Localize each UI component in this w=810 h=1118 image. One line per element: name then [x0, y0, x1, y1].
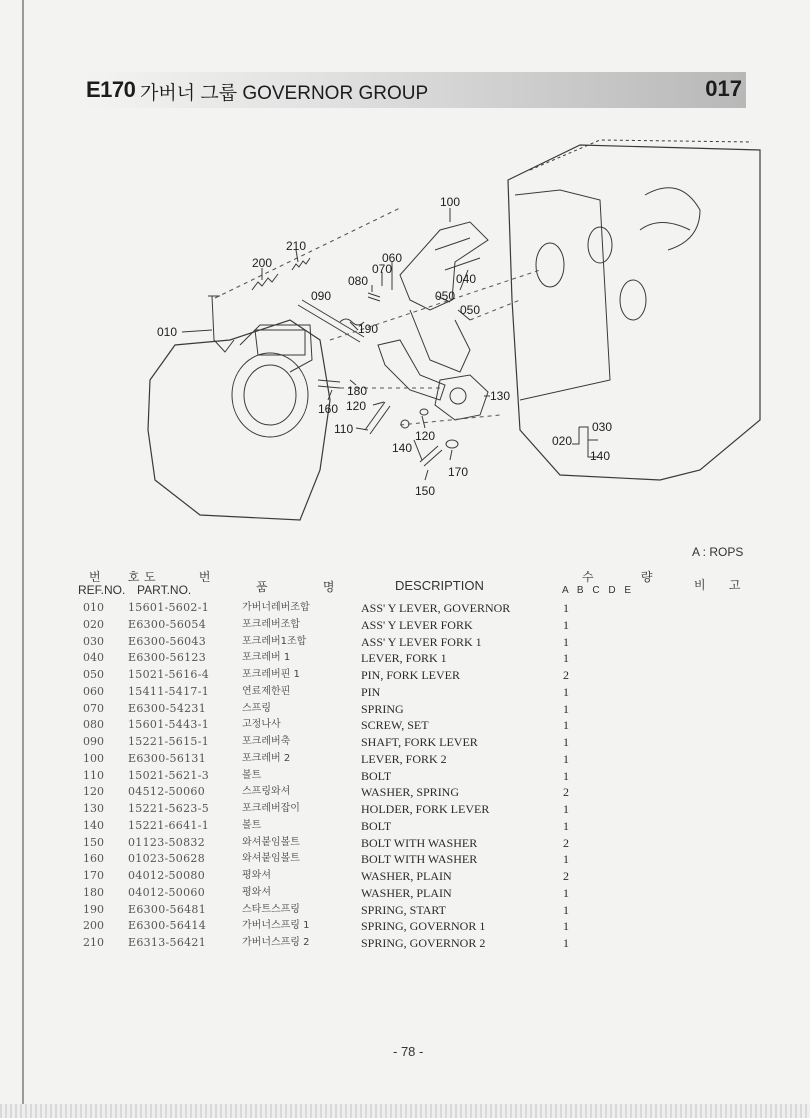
callout-140a: 140 [392, 441, 413, 455]
quantity-cell: 1 [563, 684, 569, 699]
part-name-header-ko: 품 명 [256, 580, 361, 594]
quantity-cell: 1 [563, 768, 569, 783]
part-no-cell: 15601-5443-1 [128, 718, 210, 732]
table-row [80, 634, 580, 651]
part-name-ko-cell: 고정나사 [242, 719, 281, 731]
description-cell: ASS' Y LEVER FORK 1 [361, 634, 482, 649]
ref-no-cell: 080 [83, 718, 104, 732]
description-cell: WASHER, PLAIN [361, 869, 452, 883]
table-row [80, 717, 580, 734]
description-cell: LEVER, FORK 1 [361, 651, 447, 666]
part-no-header-ko: 도 번 [144, 570, 231, 584]
quantity-cell: 1 [563, 617, 569, 632]
callout-010: 010 [157, 325, 178, 339]
quantity-cell: 1 [563, 802, 569, 816]
parts-list [80, 600, 580, 952]
scan-edge-strip [0, 1104, 810, 1118]
description-cell: WASHER, PLAIN [361, 885, 452, 900]
quantity-cell: 1 [563, 936, 569, 950]
callout-120b: 120 [415, 429, 436, 443]
description-cell: BOLT [361, 768, 392, 783]
description-cell: PIN, FORK LEVER [361, 668, 461, 682]
quantity-cell: 2 [563, 785, 569, 800]
ref-no-cell: 150 [83, 835, 104, 849]
part-name-ko-cell: 포크레버조합 [242, 618, 300, 630]
quantity-cell: 1 [563, 735, 569, 749]
quantity-cell: 1 [563, 919, 569, 934]
page-number: - 78 - [393, 1044, 424, 1059]
ref-no-cell: 070 [83, 701, 104, 715]
part-no-cell: 01123-50832 [128, 835, 206, 849]
quantity-cell: 2 [563, 835, 569, 850]
part-name-ko-cell: 평와셔 [242, 886, 271, 898]
callout-040: 040 [456, 272, 477, 286]
part-name-ko-cell: 포크레버핀 1 [242, 669, 300, 680]
callout-110: 110 [334, 422, 354, 436]
quantity-cell: 1 [563, 634, 569, 649]
part-name-ko-cell: 가버너레버조합 [242, 602, 310, 613]
description-header: DESCRIPTION [395, 578, 484, 593]
description-cell: ASS' Y LEVER, GOVERNOR [361, 601, 511, 615]
quantity-cell: 1 [563, 818, 569, 833]
ref-no-cell: 020 [83, 617, 104, 631]
ref-no-cell: 170 [83, 869, 104, 882]
ref-no-cell: 200 [83, 919, 104, 933]
part-no-cell: 04012-50060 [128, 885, 206, 899]
table-row [80, 801, 580, 818]
remarks-header: 비 고 [694, 578, 751, 592]
description-cell: SHAFT, FORK LEVER [361, 735, 478, 749]
part-name-ko-cell: 와셔붙임볼트 [242, 853, 300, 865]
part-no-cell: E6300-56043 [128, 634, 207, 648]
callout-160: 160 [318, 402, 339, 416]
description-cell: SPRING, GOVERNOR 2 [361, 936, 486, 950]
table-row [80, 751, 580, 768]
description-cell: ASS' Y LEVER FORK [361, 617, 473, 632]
part-no-cell: 15021-5621-3 [128, 768, 210, 782]
quantity-cell: 2 [563, 869, 569, 883]
callout-050b: 050 [460, 303, 481, 317]
part-no-cell: E6313-56421 [128, 936, 207, 949]
description-cell: BOLT WITH WASHER [361, 852, 478, 867]
ref-no-cell: 180 [83, 885, 104, 899]
description-cell: PIN [361, 684, 381, 699]
table-row [80, 885, 580, 902]
part-no-cell: 15601-5602-1 [128, 601, 210, 614]
part-no-cell: 15411-5417-1 [128, 684, 210, 698]
callout-020: 020 [552, 434, 573, 448]
ref-no-cell: 010 [83, 601, 104, 614]
quantity-columns-header: A B C D E [562, 585, 632, 596]
part-no-cell: 15221-6641-1 [128, 818, 210, 832]
part-name-ko-cell: 볼트 [242, 819, 262, 831]
part-name-ko-cell: 스프링와셔 [242, 786, 291, 798]
callout-150: 150 [415, 484, 436, 498]
part-name-ko-cell: 가버너스프링 2 [242, 937, 310, 948]
description-cell: SPRING, GOVERNOR 1 [361, 919, 486, 934]
group-title: 가버너 그룹 GOVERNOR GROUP [140, 83, 429, 104]
part-no-cell: E6300-56123 [128, 651, 207, 665]
part-no-cell: 04012-50080 [128, 869, 206, 882]
table-row [80, 835, 580, 852]
table-row [80, 902, 580, 919]
ref-no-header-ko: 번 호 [89, 570, 152, 584]
callout-170: 170 [448, 465, 469, 479]
model-code: E170 [86, 77, 136, 102]
table-row [80, 650, 580, 667]
ref-no-cell: 090 [83, 735, 104, 748]
description-cell: BOLT [361, 818, 392, 833]
quantity-cell: 1 [563, 718, 569, 733]
description-cell: BOLT WITH WASHER [361, 835, 478, 850]
quantity-header-ko: 수 량 [582, 570, 675, 584]
part-no-cell: E6300-56414 [128, 919, 207, 933]
callout-190: 190 [358, 322, 379, 336]
ref-no-cell: 210 [83, 936, 104, 949]
part-no-header: PART.NO. [137, 583, 192, 597]
part-no-cell: 15021-5616-4 [128, 668, 210, 681]
callout-210: 210 [286, 239, 307, 253]
part-no-cell: E6300-54231 [128, 701, 207, 715]
table-row [80, 734, 580, 751]
ref-no-cell: 190 [83, 902, 104, 916]
part-name-ko-cell: 스프링 [242, 702, 271, 714]
table-row [80, 935, 580, 952]
table-row [80, 818, 580, 835]
table-row [80, 667, 580, 684]
quantity-cell: 1 [563, 751, 569, 766]
callout-200: 200 [252, 256, 273, 270]
exploded-parts-diagram [0, 0, 810, 540]
part-name-ko-cell: 와셔붙임볼트 [242, 836, 300, 848]
page-code: 017 [705, 76, 742, 101]
callout-030: 030 [592, 420, 613, 434]
part-name-ko-cell: 포크레버 1 [242, 652, 291, 664]
quantity-cell: 1 [563, 701, 569, 716]
part-no-cell: 15221-5615-1 [128, 735, 210, 748]
part-no-cell: E6300-56481 [128, 902, 207, 916]
ref-no-cell: 050 [83, 668, 104, 681]
quantity-cell: 1 [563, 601, 569, 615]
callout-100: 100 [440, 195, 461, 209]
part-no-cell: 01023-50628 [128, 852, 206, 866]
quantity-cell: 1 [563, 902, 569, 917]
part-name-ko-cell: 포크레버잡이 [242, 803, 300, 814]
callout-070: 070 [372, 262, 393, 276]
table-row [80, 617, 580, 634]
part-name-ko-cell: 연료제한핀 [242, 685, 291, 697]
part-name-ko-cell: 볼트 [242, 769, 262, 781]
description-cell: SPRING [361, 701, 404, 716]
ref-no-cell: 140 [83, 818, 104, 832]
table-row [80, 918, 580, 935]
part-name-ko-cell: 평와셔 [242, 870, 271, 881]
table-row [80, 851, 580, 868]
callout-130: 130 [490, 389, 511, 403]
callout-080: 080 [348, 274, 369, 288]
description-cell: SCREW, SET [361, 718, 429, 733]
ref-no-cell: 040 [83, 651, 104, 665]
part-name-ko-cell: 포크레버 2 [242, 752, 291, 764]
callout-090: 090 [311, 289, 332, 303]
description-cell: HOLDER, FORK LEVER [361, 802, 490, 816]
table-row [80, 768, 580, 785]
table-row [80, 684, 580, 701]
table-row [80, 701, 580, 718]
table-row [80, 784, 580, 801]
ref-no-header: REF.NO. [78, 583, 126, 597]
ref-no-cell: 100 [83, 751, 104, 765]
part-no-cell: E6300-56054 [128, 617, 207, 631]
quantity-cell: 2 [563, 668, 569, 682]
table-row [80, 868, 580, 885]
callout-180: 180 [347, 384, 368, 398]
rops-note: A : ROPS [692, 545, 744, 559]
part-name-ko-cell: 포크레버1조합 [242, 635, 307, 647]
description-cell: LEVER, FORK 2 [361, 751, 447, 766]
callout-050a: 050 [435, 289, 456, 303]
ref-no-cell: 160 [83, 852, 104, 866]
part-name-ko-cell: 포크레버축 [242, 736, 291, 747]
table-row [80, 600, 580, 617]
callout-140b: 140 [590, 449, 611, 463]
ref-no-cell: 110 [83, 768, 104, 782]
callout-060: 060 [382, 251, 403, 265]
description-cell: SPRING, START [361, 902, 447, 917]
part-no-cell: 15221-5623-5 [128, 802, 210, 815]
part-name-ko-cell: 스타트스프링 [242, 903, 300, 915]
callout-120a: 120 [346, 399, 367, 413]
ref-no-cell: 130 [83, 802, 104, 815]
part-no-cell: E6300-56131 [128, 751, 207, 765]
ref-no-cell: 120 [83, 785, 104, 799]
part-no-cell: 04512-50060 [128, 785, 206, 799]
description-cell: WASHER, SPRING [361, 785, 460, 800]
ref-no-cell: 030 [83, 634, 104, 648]
quantity-cell: 1 [563, 852, 569, 867]
ref-no-cell: 060 [83, 684, 104, 698]
part-name-ko-cell: 가버너스프링 1 [242, 920, 310, 932]
quantity-cell: 1 [563, 885, 569, 900]
quantity-cell: 1 [563, 651, 569, 666]
